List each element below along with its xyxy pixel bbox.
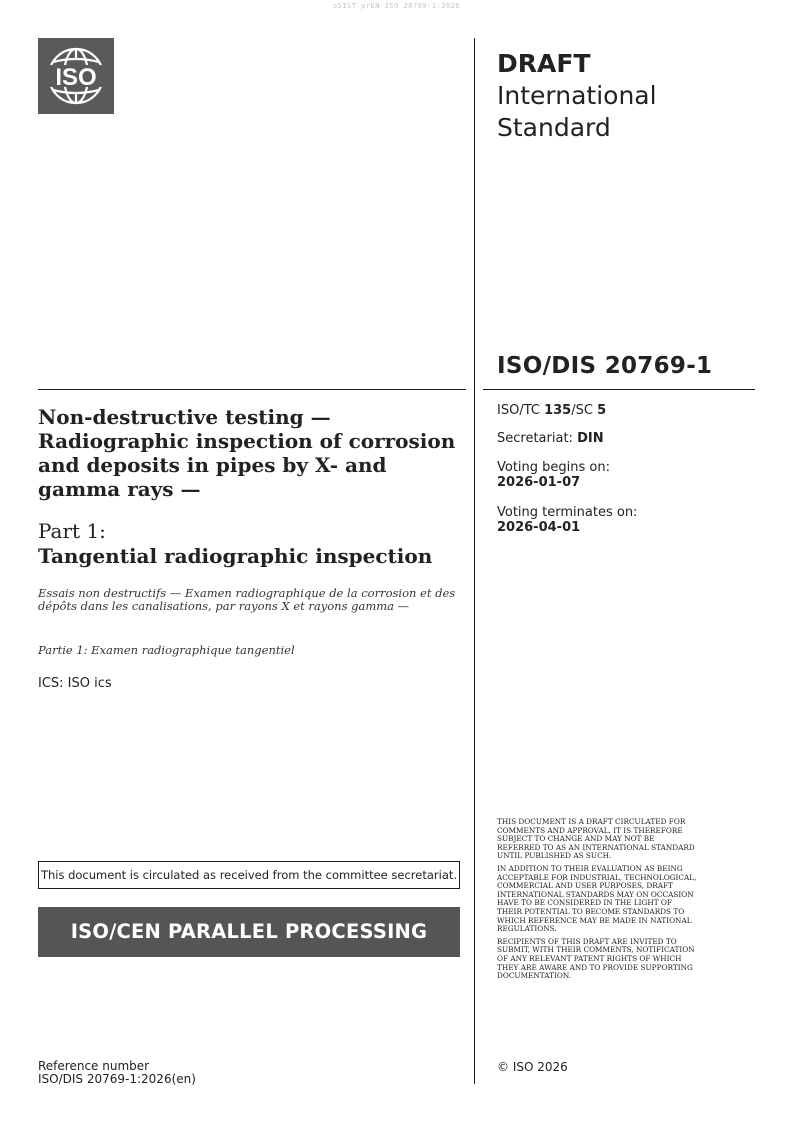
copyright: © ISO 2026	[497, 1060, 568, 1074]
draft-label: DRAFT	[497, 49, 591, 78]
vertical-divider	[474, 38, 475, 1084]
disclaimer-paragraph: THIS DOCUMENT IS A DRAFT CIRCULATED FOR COMMENTS AND APPROVAL. IT IS THEREFORE SUBJECT TO CHANGE AND MAY NOT BE REFERRED TO AS AN INTERNATIONAL STANDARD UNTIL PUBLISHED AS SUCH.	[497, 817, 695, 861]
part-number: Part 1:	[38, 519, 106, 543]
standard-type-line-1: International	[497, 81, 657, 110]
reference-label: Reference number	[38, 1059, 150, 1073]
standard-number: ISO/DIS 20769-1	[497, 353, 713, 379]
reference-number	[38, 1060, 196, 1086]
disclaimer-paragraph: RECIPIENTS OF THIS DRAFT ARE INVITED TO SUBMIT, WITH THEIR COMMENTS, NOTIFICATION OF ANY RELEVANT PATENT RIGHTS OF WHICH THEY ARE AWARE AND TO PROVIDE SUPPORTING DOCUMENTATION.	[497, 936, 695, 981]
ics-code: ICS: ISO ics	[38, 676, 112, 691]
voting-begins-label: Voting begins on:	[497, 460, 611, 475]
voting-terminates-date: 2026-04-01	[497, 520, 581, 535]
voting-begins-date: 2026-01-07	[497, 475, 581, 490]
watermark: oSIST prEN ISO 20769-1:2026	[332, 2, 461, 10]
processing-banner: ISO/CEN PARALLEL PROCESSING	[38, 907, 460, 957]
secretariat-line	[497, 431, 604, 446]
disclaimer-paragraph: IN ADDITION TO THEIR EVALUATION AS BEING ACCEPTABLE FOR INDUSTRIAL, TECHNOLOGICAL, COMMERCIAL AND USER PURPOSES, DRAFT INTERNATIONAL STANDARDS MAY ON OCCASION HAVE TO BE CONSIDERED IN THE LIGHT OF THEIR POTENTIAL TO BECOME STANDARDS TO WHICH REFERENCE MAY BE MADE IN NATIONAL REGULATIONS.	[497, 863, 697, 934]
committee-line	[497, 403, 606, 418]
standard-type-line-2: Standard	[497, 113, 611, 142]
draft-disclaimer	[497, 818, 697, 985]
horizontal-divider-left	[38, 389, 466, 390]
voting-begins	[497, 460, 610, 490]
french-title: Essais non destructifs — Examen radiographique de la corrosion et des dépôts dans les canalisations, par rayons X et rayons gamma —	[38, 586, 456, 613]
document-type-heading	[497, 48, 657, 144]
tc-number: 135	[544, 403, 572, 418]
voting-terminates-label: Voting terminates on:	[497, 505, 638, 520]
french-part-title: Partie 1: Examen radiographique tangentiel	[38, 643, 295, 657]
sc-number: 5	[597, 403, 607, 418]
logo-text: ISO	[55, 64, 97, 91]
voting-terminates	[497, 505, 637, 535]
circulation-notice: This document is circulated as received from the committee secretariat.	[38, 861, 460, 889]
main-title: Non-destructive testing — Radiographic inspection of corrosion and deposits in pipes by X- and gamma rays —	[38, 405, 456, 501]
reference-value: ISO/DIS 20769-1:2026(en)	[38, 1072, 196, 1086]
secretariat-value: DIN	[577, 431, 604, 446]
iso-logo	[38, 38, 114, 114]
iso-globe-logo-icon	[38, 38, 114, 114]
tc-prefix: ISO/TC	[497, 403, 545, 418]
sc-prefix: /SC	[571, 403, 598, 418]
part-title: Tangential radiographic inspection	[38, 544, 433, 568]
secretariat-label: Secretariat:	[497, 431, 578, 446]
horizontal-divider-right	[483, 389, 755, 390]
